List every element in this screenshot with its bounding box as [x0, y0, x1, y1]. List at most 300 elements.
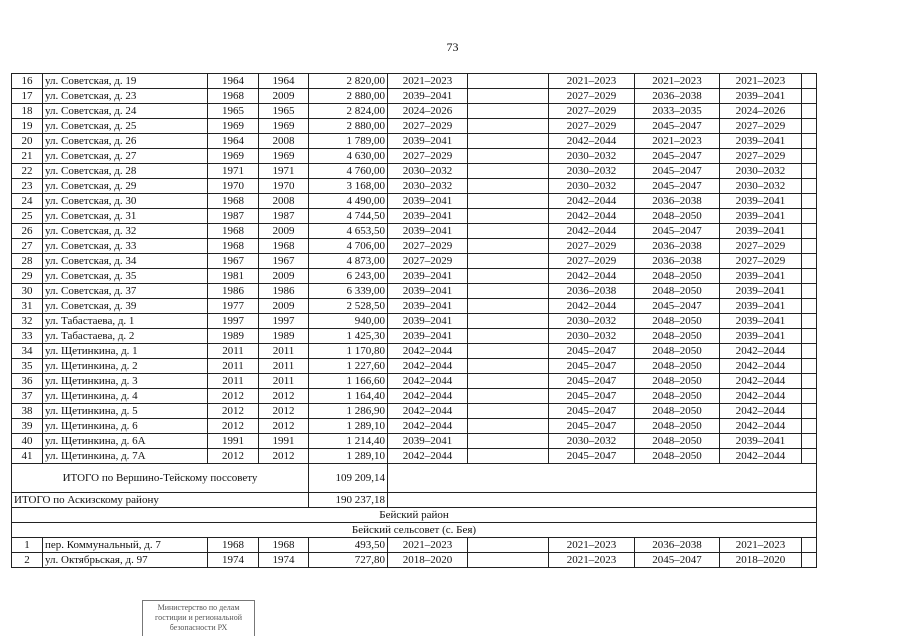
- row-number: 34: [12, 344, 43, 359]
- period-cell: [468, 284, 549, 299]
- year-built-cell: 1997: [208, 314, 259, 329]
- row-number: 2: [12, 553, 43, 568]
- period-cell: 2042–2044: [388, 419, 468, 434]
- period-cell: 2027–2029: [388, 254, 468, 269]
- period-cell: 2036–2038: [635, 89, 720, 104]
- period-cell: 2045–2047: [635, 149, 720, 164]
- period-cell: 2021–2023: [549, 74, 635, 89]
- row-number: 39: [12, 419, 43, 434]
- period-cell: 2042–2044: [720, 389, 802, 404]
- period-cell: 2021–2023: [635, 134, 720, 149]
- row-number: 26: [12, 224, 43, 239]
- total-settlement-blank: [388, 464, 817, 493]
- period-cell: 2042–2044: [549, 134, 635, 149]
- period-cell: 2045–2047: [635, 179, 720, 194]
- row-number: 24: [12, 194, 43, 209]
- period-cell: 2021–2023: [720, 74, 802, 89]
- stamp-line: Министерство по делам: [157, 603, 240, 612]
- period-cell: 2036–2038: [549, 284, 635, 299]
- year-built-cell: 1964: [208, 134, 259, 149]
- stamp-line: безопасности РХ: [169, 623, 228, 632]
- section-district: Бейский район: [12, 508, 817, 523]
- area-cell: 2 528,50: [309, 299, 388, 314]
- row-number: 25: [12, 209, 43, 224]
- year-built-cell: 1981: [208, 269, 259, 284]
- period-cell: [468, 389, 549, 404]
- period-cell: [468, 134, 549, 149]
- period-cell: 2018–2020: [388, 553, 468, 568]
- area-cell: 1 286,90: [309, 404, 388, 419]
- table-row: [12, 538, 817, 553]
- period-cell: 2045–2047: [549, 449, 635, 464]
- trailing-blank-cell: [802, 359, 817, 374]
- trailing-blank-cell: [802, 449, 817, 464]
- period-cell: [468, 434, 549, 449]
- period-cell: 2027–2029: [549, 239, 635, 254]
- row-number: 27: [12, 239, 43, 254]
- period-cell: [468, 538, 549, 553]
- year-commission-cell: 2012: [259, 419, 309, 434]
- trailing-blank-cell: [802, 104, 817, 119]
- period-cell: 2039–2041: [720, 209, 802, 224]
- period-cell: 2048–2050: [635, 269, 720, 284]
- period-cell: [468, 104, 549, 119]
- area-cell: 4 630,00: [309, 149, 388, 164]
- address-cell: ул. Советская, д. 37: [43, 284, 208, 299]
- period-cell: 2036–2038: [635, 239, 720, 254]
- trailing-blank-cell: [802, 299, 817, 314]
- year-built-cell: 1991: [208, 434, 259, 449]
- period-cell: 2024–2026: [388, 104, 468, 119]
- year-commission-cell: 2012: [259, 404, 309, 419]
- row-number: 19: [12, 119, 43, 134]
- period-cell: 2021–2023: [720, 538, 802, 553]
- address-cell: ул. Советская, д. 19: [43, 74, 208, 89]
- year-commission-cell: 1991: [259, 434, 309, 449]
- trailing-blank-cell: [802, 179, 817, 194]
- area-cell: 1 289,10: [309, 449, 388, 464]
- row-number: 40: [12, 434, 43, 449]
- period-cell: 2042–2044: [720, 359, 802, 374]
- period-cell: 2042–2044: [388, 344, 468, 359]
- period-cell: 2048–2050: [635, 284, 720, 299]
- period-cell: 2018–2020: [720, 553, 802, 568]
- address-cell: ул. Советская, д. 35: [43, 269, 208, 284]
- period-cell: 2021–2023: [388, 538, 468, 553]
- address-cell: ул. Советская, д. 23: [43, 89, 208, 104]
- row-number: 20: [12, 134, 43, 149]
- period-cell: 2030–2032: [549, 329, 635, 344]
- period-cell: 2039–2041: [388, 224, 468, 239]
- year-built-cell: 1977: [208, 299, 259, 314]
- address-cell: ул. Щетинкина, д. 5: [43, 404, 208, 419]
- trailing-blank-cell: [802, 224, 817, 239]
- period-cell: 2027–2029: [549, 104, 635, 119]
- period-cell: 2048–2050: [635, 359, 720, 374]
- table-row: [12, 209, 817, 224]
- period-cell: 2042–2044: [549, 209, 635, 224]
- area-cell: 2 820,00: [309, 74, 388, 89]
- period-cell: 2039–2041: [720, 329, 802, 344]
- area-cell: 1 214,40: [309, 434, 388, 449]
- period-cell: 2045–2047: [549, 344, 635, 359]
- address-cell: ул. Советская, д. 33: [43, 239, 208, 254]
- period-cell: 2042–2044: [388, 449, 468, 464]
- period-cell: [468, 149, 549, 164]
- period-cell: 2048–2050: [635, 329, 720, 344]
- trailing-blank-cell: [802, 119, 817, 134]
- period-cell: 2039–2041: [388, 194, 468, 209]
- address-cell: ул. Щетинкина, д. 1: [43, 344, 208, 359]
- year-built-cell: 2011: [208, 359, 259, 374]
- period-cell: 2048–2050: [635, 449, 720, 464]
- total-district-blank: [388, 493, 817, 508]
- area-cell: 1 289,10: [309, 419, 388, 434]
- period-cell: 2027–2029: [549, 119, 635, 134]
- address-cell: ул. Советская, д. 27: [43, 149, 208, 164]
- period-cell: [468, 344, 549, 359]
- period-cell: 2021–2023: [549, 538, 635, 553]
- trailing-blank-cell: [802, 209, 817, 224]
- housing-table: [11, 73, 817, 568]
- period-cell: 2042–2044: [720, 344, 802, 359]
- area-cell: 1 227,60: [309, 359, 388, 374]
- year-built-cell: 1965: [208, 104, 259, 119]
- period-cell: 2027–2029: [720, 254, 802, 269]
- row-number: 18: [12, 104, 43, 119]
- year-commission-cell: 1986: [259, 284, 309, 299]
- year-commission-cell: 1969: [259, 149, 309, 164]
- period-cell: 2045–2047: [549, 359, 635, 374]
- stamp-line: гостиции и региональной: [155, 613, 242, 622]
- period-cell: 2039–2041: [388, 299, 468, 314]
- period-cell: 2030–2032: [388, 179, 468, 194]
- row-number: 35: [12, 359, 43, 374]
- period-cell: 2039–2041: [388, 314, 468, 329]
- period-cell: 2039–2041: [720, 299, 802, 314]
- address-cell: ул. Щетинкина, д. 2: [43, 359, 208, 374]
- period-cell: 2027–2029: [720, 119, 802, 134]
- year-built-cell: 1968: [208, 224, 259, 239]
- period-cell: 2042–2044: [720, 449, 802, 464]
- period-cell: 2039–2041: [388, 209, 468, 224]
- year-built-cell: 1969: [208, 149, 259, 164]
- registration-stamp: [142, 600, 255, 636]
- trailing-blank-cell: [802, 149, 817, 164]
- area-cell: 1 164,40: [309, 389, 388, 404]
- period-cell: 2039–2041: [720, 434, 802, 449]
- period-cell: 2045–2047: [635, 119, 720, 134]
- area-cell: 1 166,60: [309, 374, 388, 389]
- total-district-row: [12, 493, 817, 508]
- period-cell: 2045–2047: [549, 404, 635, 419]
- address-cell: ул. Табастаева, д. 1: [43, 314, 208, 329]
- table-row: [12, 119, 817, 134]
- period-cell: 2048–2050: [635, 344, 720, 359]
- period-cell: 2042–2044: [549, 224, 635, 239]
- row-number: 33: [12, 329, 43, 344]
- row-number: 22: [12, 164, 43, 179]
- table-row: [12, 314, 817, 329]
- area-cell: 2 880,00: [309, 119, 388, 134]
- year-built-cell: 2012: [208, 404, 259, 419]
- period-cell: 2024–2026: [720, 104, 802, 119]
- address-cell: пер. Коммунальный, д. 7: [43, 538, 208, 553]
- period-cell: [468, 194, 549, 209]
- address-cell: ул. Щетинкина, д. 6А: [43, 434, 208, 449]
- period-cell: 2048–2050: [635, 389, 720, 404]
- year-commission-cell: 1969: [259, 119, 309, 134]
- period-cell: 2039–2041: [720, 194, 802, 209]
- section-council: Бейский сельсовет (с. Бея): [12, 523, 817, 538]
- period-cell: [468, 374, 549, 389]
- trailing-blank-cell: [802, 538, 817, 553]
- year-built-cell: 1989: [208, 329, 259, 344]
- period-cell: [468, 224, 549, 239]
- area-cell: 2 824,00: [309, 104, 388, 119]
- year-built-cell: 1987: [208, 209, 259, 224]
- period-cell: 2042–2044: [388, 359, 468, 374]
- trailing-blank-cell: [802, 404, 817, 419]
- area-cell: 4 760,00: [309, 164, 388, 179]
- period-cell: 2039–2041: [720, 314, 802, 329]
- trailing-blank-cell: [802, 134, 817, 149]
- area-cell: 4 873,00: [309, 254, 388, 269]
- period-cell: [468, 164, 549, 179]
- row-number: 21: [12, 149, 43, 164]
- trailing-blank-cell: [802, 434, 817, 449]
- period-cell: 2042–2044: [549, 269, 635, 284]
- address-cell: ул. Советская, д. 25: [43, 119, 208, 134]
- table-row: [12, 434, 817, 449]
- table-row: [12, 553, 817, 568]
- trailing-blank-cell: [802, 284, 817, 299]
- area-cell: 3 168,00: [309, 179, 388, 194]
- period-cell: 2045–2047: [635, 299, 720, 314]
- year-commission-cell: 2008: [259, 134, 309, 149]
- table-row: [12, 134, 817, 149]
- period-cell: [468, 89, 549, 104]
- row-number: 36: [12, 374, 43, 389]
- year-commission-cell: 1971: [259, 164, 309, 179]
- row-number: 31: [12, 299, 43, 314]
- period-cell: 2039–2041: [388, 329, 468, 344]
- trailing-blank-cell: [802, 329, 817, 344]
- period-cell: 2027–2029: [549, 254, 635, 269]
- period-cell: 2039–2041: [720, 284, 802, 299]
- period-cell: 2039–2041: [720, 134, 802, 149]
- table-row: [12, 239, 817, 254]
- period-cell: [468, 209, 549, 224]
- table-row: [12, 254, 817, 269]
- address-cell: ул. Табастаева, д. 2: [43, 329, 208, 344]
- table-row: [12, 374, 817, 389]
- table-row: [12, 299, 817, 314]
- trailing-blank-cell: [802, 89, 817, 104]
- period-cell: 2048–2050: [635, 419, 720, 434]
- period-cell: 2036–2038: [635, 254, 720, 269]
- year-built-cell: 2011: [208, 374, 259, 389]
- table-row: [12, 404, 817, 419]
- period-cell: [468, 314, 549, 329]
- period-cell: 2042–2044: [388, 404, 468, 419]
- period-cell: 2027–2029: [549, 89, 635, 104]
- table-row: [12, 419, 817, 434]
- period-cell: 2027–2029: [388, 239, 468, 254]
- period-cell: [468, 179, 549, 194]
- area-cell: 4 744,50: [309, 209, 388, 224]
- table-row: [12, 224, 817, 239]
- table-body-bey: [12, 538, 817, 568]
- year-commission-cell: 1987: [259, 209, 309, 224]
- year-commission-cell: 2009: [259, 299, 309, 314]
- period-cell: 2048–2050: [635, 374, 720, 389]
- year-commission-cell: 2011: [259, 359, 309, 374]
- period-cell: 2042–2044: [720, 404, 802, 419]
- address-cell: ул. Советская, д. 34: [43, 254, 208, 269]
- year-commission-cell: 1968: [259, 538, 309, 553]
- area-cell: 4 706,00: [309, 239, 388, 254]
- period-cell: 2045–2047: [549, 374, 635, 389]
- period-cell: 2030–2032: [388, 164, 468, 179]
- address-cell: ул. Щетинкина, д. 3: [43, 374, 208, 389]
- area-cell: 727,80: [309, 553, 388, 568]
- year-built-cell: 1968: [208, 89, 259, 104]
- period-cell: 2030–2032: [549, 149, 635, 164]
- table-row: [12, 269, 817, 284]
- year-built-cell: 1986: [208, 284, 259, 299]
- period-cell: 2039–2041: [388, 284, 468, 299]
- period-cell: 2030–2032: [720, 179, 802, 194]
- period-cell: 2039–2041: [720, 89, 802, 104]
- period-cell: [468, 119, 549, 134]
- area-cell: 493,50: [309, 538, 388, 553]
- year-built-cell: 1971: [208, 164, 259, 179]
- period-cell: [468, 449, 549, 464]
- year-commission-cell: 2011: [259, 344, 309, 359]
- period-cell: 2042–2044: [388, 389, 468, 404]
- year-commission-cell: 1974: [259, 553, 309, 568]
- period-cell: 2039–2041: [388, 269, 468, 284]
- year-built-cell: 1968: [208, 538, 259, 553]
- period-cell: 2042–2044: [720, 419, 802, 434]
- period-cell: 2039–2041: [388, 89, 468, 104]
- period-cell: [468, 269, 549, 284]
- row-number: 41: [12, 449, 43, 464]
- page-number: 73: [446, 40, 459, 54]
- address-cell: ул. Щетинкина, д. 7А: [43, 449, 208, 464]
- period-cell: [468, 329, 549, 344]
- area-cell: 6 243,00: [309, 269, 388, 284]
- period-cell: 2030–2032: [720, 164, 802, 179]
- period-cell: [468, 359, 549, 374]
- year-built-cell: 2012: [208, 419, 259, 434]
- period-cell: 2042–2044: [388, 374, 468, 389]
- period-cell: 2021–2023: [388, 74, 468, 89]
- period-cell: 2021–2023: [635, 74, 720, 89]
- year-commission-cell: 2011: [259, 374, 309, 389]
- period-cell: 2048–2050: [635, 314, 720, 329]
- year-built-cell: 1968: [208, 239, 259, 254]
- row-number: 29: [12, 269, 43, 284]
- year-built-cell: 2012: [208, 389, 259, 404]
- period-cell: 2048–2050: [635, 209, 720, 224]
- year-commission-cell: 1965: [259, 104, 309, 119]
- year-built-cell: 1974: [208, 553, 259, 568]
- address-cell: ул. Советская, д. 31: [43, 209, 208, 224]
- row-number: 23: [12, 179, 43, 194]
- row-number: 30: [12, 284, 43, 299]
- period-cell: 2048–2050: [635, 434, 720, 449]
- trailing-blank-cell: [802, 389, 817, 404]
- trailing-blank-cell: [802, 164, 817, 179]
- table-row: [12, 284, 817, 299]
- year-built-cell: 1964: [208, 74, 259, 89]
- trailing-blank-cell: [802, 314, 817, 329]
- period-cell: [468, 299, 549, 314]
- area-cell: 2 880,00: [309, 89, 388, 104]
- year-commission-cell: 2008: [259, 194, 309, 209]
- table-body-settlement: [12, 74, 817, 464]
- row-number: 37: [12, 389, 43, 404]
- period-cell: 2048–2050: [635, 404, 720, 419]
- address-cell: ул. Октябрьская, д. 97: [43, 553, 208, 568]
- period-cell: 2027–2029: [720, 239, 802, 254]
- total-settlement-label: ИТОГО по Вершино-Тейскому поссовету: [12, 464, 309, 493]
- period-cell: 2027–2029: [388, 119, 468, 134]
- table-totals: [12, 464, 817, 538]
- area-cell: 1 425,30: [309, 329, 388, 344]
- period-cell: 2021–2023: [549, 553, 635, 568]
- area-cell: 4 490,00: [309, 194, 388, 209]
- period-cell: 2045–2047: [549, 389, 635, 404]
- year-commission-cell: 1968: [259, 239, 309, 254]
- row-number: 32: [12, 314, 43, 329]
- period-cell: 2027–2029: [720, 149, 802, 164]
- area-cell: 4 653,50: [309, 224, 388, 239]
- trailing-blank-cell: [802, 553, 817, 568]
- year-built-cell: 2012: [208, 449, 259, 464]
- period-cell: 2042–2044: [549, 299, 635, 314]
- period-cell: [468, 553, 549, 568]
- year-commission-cell: 2009: [259, 89, 309, 104]
- period-cell: 2045–2047: [635, 224, 720, 239]
- trailing-blank-cell: [802, 269, 817, 284]
- period-cell: 2033–2035: [635, 104, 720, 119]
- area-cell: 940,00: [309, 314, 388, 329]
- year-built-cell: 1967: [208, 254, 259, 269]
- table-row: [12, 329, 817, 344]
- period-cell: [468, 254, 549, 269]
- year-built-cell: 1968: [208, 194, 259, 209]
- row-number: 38: [12, 404, 43, 419]
- period-cell: 2030–2032: [549, 179, 635, 194]
- address-cell: ул. Щетинкина, д. 4: [43, 389, 208, 404]
- section-council-row: [12, 523, 817, 538]
- table-row: [12, 104, 817, 119]
- period-cell: 2042–2044: [549, 194, 635, 209]
- table-row: [12, 89, 817, 104]
- total-settlement-row: [12, 464, 817, 493]
- year-built-cell: 2011: [208, 344, 259, 359]
- table-row: [12, 389, 817, 404]
- trailing-blank-cell: [802, 239, 817, 254]
- table-row: [12, 74, 817, 89]
- trailing-blank-cell: [802, 419, 817, 434]
- period-cell: 2045–2047: [549, 419, 635, 434]
- area-cell: 1 170,80: [309, 344, 388, 359]
- period-cell: [468, 419, 549, 434]
